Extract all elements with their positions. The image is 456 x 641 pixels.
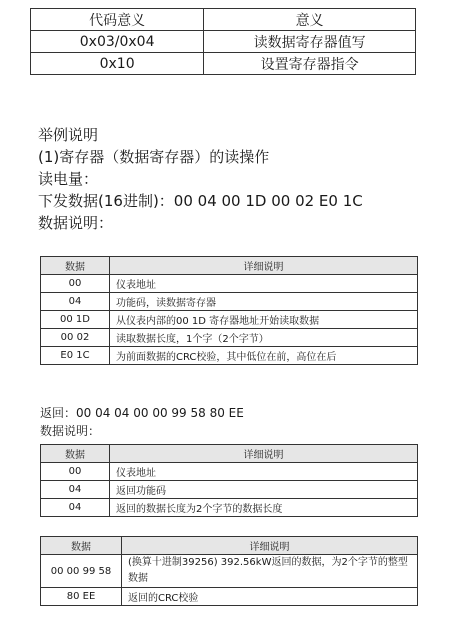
- table-row: [41, 481, 418, 499]
- data-description-label: 数据说明：: [38, 214, 114, 232]
- table-cell: 00 02: [41, 329, 110, 347]
- table-cell: 00 00 99 58: [41, 555, 122, 588]
- table-header-row: [41, 257, 418, 275]
- table-cell: 04: [41, 481, 110, 499]
- request-data-table: [40, 256, 418, 365]
- table-cell: E0 1C: [41, 347, 110, 365]
- table-row: [41, 347, 418, 365]
- table-cell: 返回的数据长度为2个字节的数据长度: [110, 499, 418, 517]
- table-row: [41, 275, 418, 293]
- table-header-row: [31, 9, 416, 31]
- table-cell: 80 EE: [41, 588, 122, 606]
- table-cell: (换算十进制39256) 392.56kW返回的数据，为2个字节的整型数据: [122, 555, 418, 588]
- header-cell: 详细说明: [122, 537, 418, 555]
- response-line: 返回：00 04 04 00 00 99 58 80 EE: [40, 406, 244, 420]
- header-cell: 代码意义: [31, 9, 204, 31]
- table-row: [41, 311, 418, 329]
- header-cell: 详细说明: [110, 257, 418, 275]
- table-cell: 从仪表内部的00 1D 寄存器地址开始读取数据: [110, 311, 418, 329]
- table-cell: 04: [41, 293, 110, 311]
- send-data-line: 下发数据(16进制)：00 04 00 1D 00 02 E0 1C: [38, 192, 363, 210]
- table-cell: 04: [41, 499, 110, 517]
- header-cell: 数据: [41, 445, 110, 463]
- response-header-table: [40, 444, 418, 517]
- header-cell: 数据: [41, 537, 122, 555]
- table-cell: 返回功能码: [110, 481, 418, 499]
- example-subtitle: (1)寄存器（数据寄存器）的读操作: [38, 148, 270, 166]
- table-cell: 读数据寄存器值写: [204, 31, 416, 53]
- table-cell: 仪表地址: [110, 463, 418, 481]
- read-label: 读电量：: [38, 170, 99, 188]
- response-value-table: [40, 536, 418, 606]
- table-cell: 0x10: [31, 53, 204, 75]
- table-cell: 0x03/0x04: [31, 31, 204, 53]
- code-meaning-table: [30, 8, 416, 75]
- header-cell: 详细说明: [110, 445, 418, 463]
- header-cell: 意义: [204, 9, 416, 31]
- table-cell: 为前面数据的CRC校验，其中低位在前，高位在后: [110, 347, 418, 365]
- table-row: [31, 31, 416, 53]
- table-row: [41, 329, 418, 347]
- header-cell: 数据: [41, 257, 110, 275]
- table-cell: 00: [41, 463, 110, 481]
- example-title: 举例说明: [38, 126, 99, 144]
- table-row: [41, 588, 418, 606]
- table-row: [41, 555, 418, 588]
- response-data-description-label: 数据说明：: [40, 424, 101, 438]
- table-row: [41, 499, 418, 517]
- table-row: [41, 463, 418, 481]
- table-cell: 00: [41, 275, 110, 293]
- table-header-row: [41, 445, 418, 463]
- table-cell: 功能码，读数据寄存器: [110, 293, 418, 311]
- table-cell: 00 1D: [41, 311, 110, 329]
- table-row: [41, 293, 418, 311]
- table-cell: 读取数据长度，1个字（2个字节）: [110, 329, 418, 347]
- table-header-row: [41, 537, 418, 555]
- table-cell: 仪表地址: [110, 275, 418, 293]
- table-row: [31, 53, 416, 75]
- table-cell: 设置寄存器指令: [204, 53, 416, 75]
- table-cell: 返回的CRC校验: [122, 588, 418, 606]
